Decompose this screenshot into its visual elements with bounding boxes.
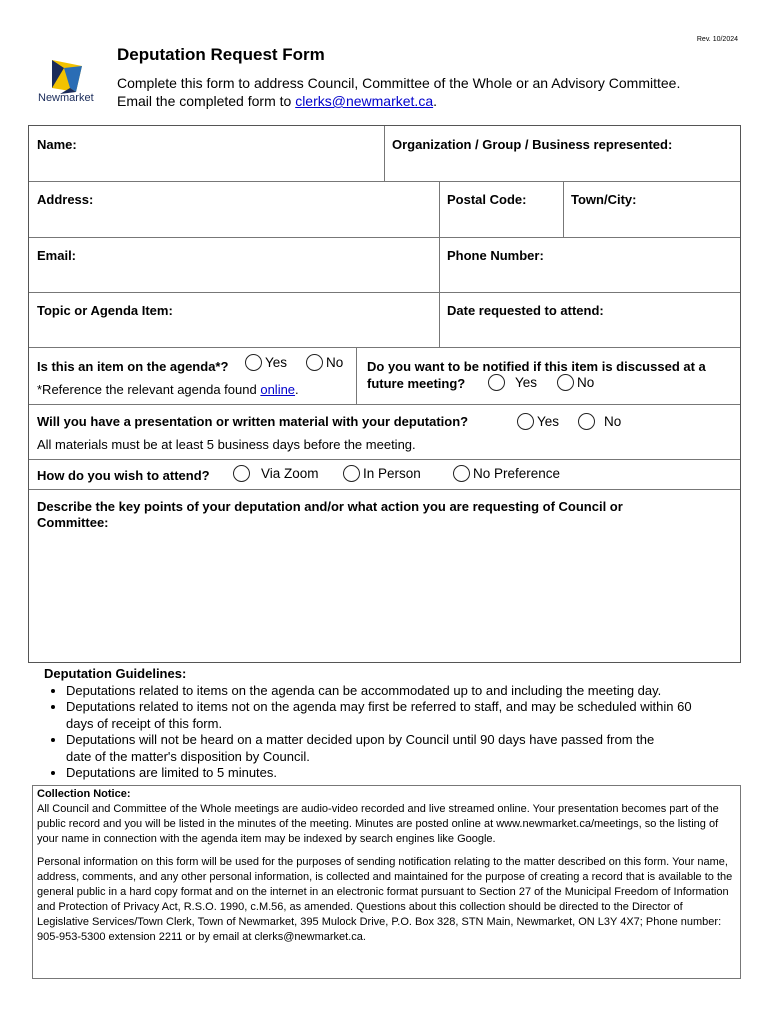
topic-label: Topic or Agenda Item: — [37, 303, 173, 318]
address-label: Address: — [37, 192, 94, 207]
town-city-label: Town/City: — [571, 192, 637, 207]
guideline-item: • Deputations related to items on the agenda can be accommodated up to and including the meeting day. — [66, 683, 734, 700]
describe-label: Describe the key points of your deputation and/or what action you are requesting of Council or Committee: — [37, 499, 623, 530]
phone-label: Phone Number: — [447, 248, 544, 263]
notify-no-radio[interactable] — [557, 374, 574, 391]
clerks-email-link[interactable]: clerks@newmarket.ca — [295, 93, 434, 109]
presentation-question-label: Will you have a presentation or written material with your deputation? — [37, 414, 469, 429]
notify-question-label: Do you want to be notified if this item is discussed at a future meeting? — [367, 359, 706, 391]
notify-yes-radio[interactable] — [488, 374, 505, 391]
guideline-item: • Deputations are limited to 5 minutes. — [66, 765, 734, 782]
agenda-note: *Reference the relevant agenda found online. — [37, 382, 299, 397]
online-agenda-link[interactable]: online — [260, 382, 296, 397]
attend-question-label: How do you wish to attend? — [37, 468, 210, 483]
attend-zoom-radio[interactable] — [233, 465, 250, 482]
collection-notice-paragraph: All Council and Committee of the Whole meetings are audio-video recorded and live streamed online. Your presentation becomes part of the public record and you will be listed in the minutes of the meeting. Minutes are posted online at www.newmarket.ca/meetings, so the listing of your name in connection with the agenda item may be indexed by search engines like Google. — [37, 803, 719, 845]
logo-text: Newmarket — [38, 92, 94, 104]
postal-code-label: Postal Code: — [447, 192, 527, 207]
presentation-no-radio[interactable] — [578, 413, 595, 430]
intro-text: Complete this form to address Council, Committee of the Whole or an Advisory Committee. Email the completed form to clerks@newmarket.ca. — [117, 75, 681, 109]
presentation-note: All materials must be at least 5 business days before the meeting. — [37, 437, 416, 452]
attend-no-preference-radio[interactable] — [453, 465, 470, 482]
agenda-no-radio[interactable] — [306, 354, 323, 371]
agenda-question-label: Is this an item on the agenda*? — [37, 359, 229, 374]
guidelines-title: Deputation Guidelines: — [44, 666, 187, 681]
request-form — [28, 125, 741, 663]
collection-notice-paragraph: Personal information on this form will be used for the purposes of sending notification relating to the matter described on this form. Your name, address, comments, and any other personal information, is collected and maintained for the purpose of creating a record that is available to the general public in a hard copy format and on the internet in an electronic format pursuant to Section 27 of the Municipal Freedom of Information and Protection of Privacy Act, R.S.O. 1990, c.M.56, as amended. Questions about this collection should be directed to the Director of Legislative Services/Town Clerk, Town of Newmarket, 395 Mulock Drive, P.O. Box 328, STN Main, Newmarket, ON L3Y 4X7; Phone number: 905-953-5300 extension 2211 or by email at clerks@newmarket.ca. — [37, 856, 733, 943]
attend-zoom-option[interactable]: Via Zoom — [233, 465, 319, 482]
collection-notice — [32, 785, 741, 979]
date-requested-label: Date requested to attend: — [447, 303, 604, 318]
agenda-no-option[interactable]: No — [306, 354, 343, 371]
email-label: Email: — [37, 248, 77, 263]
revision-date: Rev. 10/2024 — [696, 36, 738, 43]
page-title: Deputation Request Form — [117, 45, 325, 64]
agenda-yes-option[interactable]: Yes — [245, 354, 287, 371]
notify-yes-option[interactable]: Yes — [488, 374, 537, 391]
presentation-no-option[interactable]: No — [578, 413, 621, 430]
guideline-item: • Deputations related to items not on the agenda may first be referred to staff, and may be scheduled within 60 days of receipt of this form. — [66, 699, 734, 732]
attend-in-person-radio[interactable] — [343, 465, 360, 482]
presentation-yes-radio[interactable] — [517, 413, 534, 430]
presentation-yes-option[interactable]: Yes — [517, 413, 559, 430]
attend-in-person-option[interactable]: In Person — [343, 465, 421, 482]
organization-label: Organization / Group / Business represented: — [392, 137, 673, 152]
guideline-item: • Deputations will not be heard on a matter decided upon by Council until 90 days have passed from the date of the matter's disposition by Council. — [66, 732, 734, 765]
name-label: Name: — [37, 137, 77, 152]
collection-notice-title: Collection Notice: — [37, 788, 131, 800]
deputation-guidelines — [44, 666, 734, 782]
attend-no-preference-option[interactable]: No Preference — [453, 465, 560, 482]
notify-no-option[interactable]: No — [557, 374, 594, 391]
agenda-yes-radio[interactable] — [245, 354, 262, 371]
